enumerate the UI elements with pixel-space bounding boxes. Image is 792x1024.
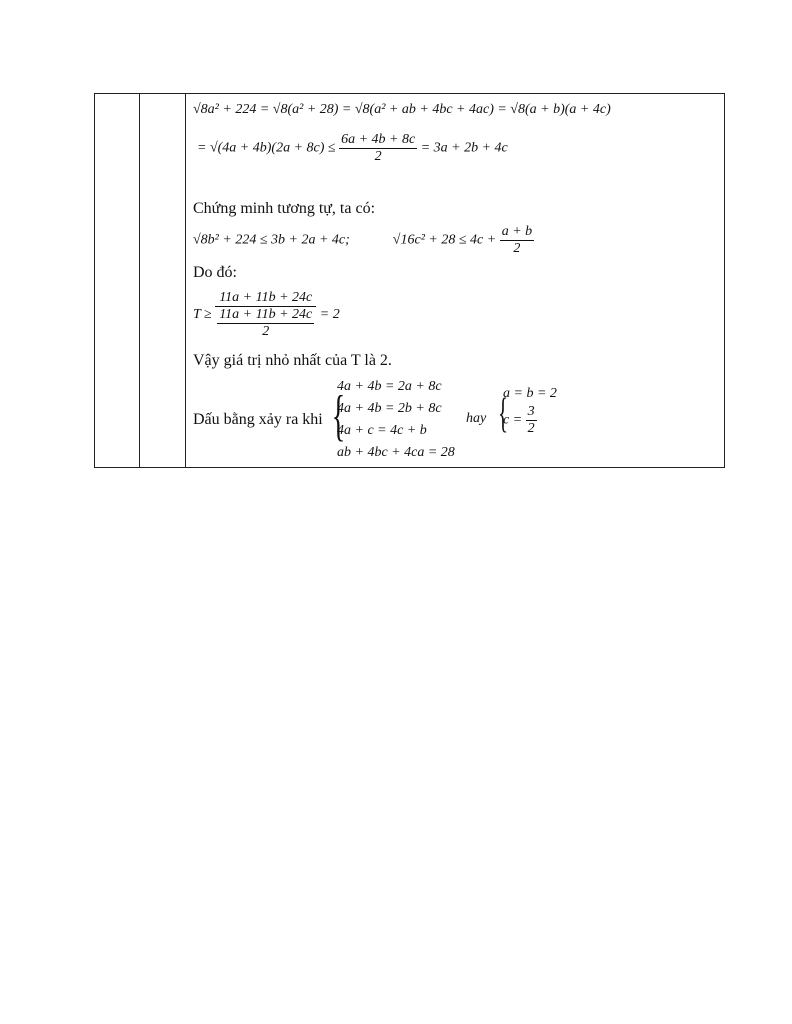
T-inequality	[193, 290, 340, 340]
T-left: T ≥	[193, 307, 212, 323]
equation-system-2	[498, 386, 557, 437]
T-fraction	[215, 290, 316, 340]
eq2-left: = √(4a + 4b)(2a + 8c) ≤	[197, 140, 336, 156]
equation-line-2	[197, 132, 508, 165]
T-numerator: 11a + 11b + 24c	[215, 290, 316, 307]
similar-equation-line	[193, 224, 534, 257]
solution-table	[94, 93, 725, 468]
system1-eq: 4a + 4b = 2b + 8c	[337, 401, 442, 416]
T-right: = 2	[319, 307, 340, 323]
therefore-text: Do đó:	[193, 264, 237, 281]
similar-eq-2-numerator: a + b	[501, 224, 533, 239]
similar-eq-1: √8b² + 224 ≤ 3b + 2a + 4c;	[193, 232, 350, 248]
column-divider	[139, 94, 140, 467]
hay-label: hay	[466, 411, 487, 426]
solution-content	[193, 94, 724, 467]
eq2-fraction-denominator: 2	[374, 149, 382, 164]
eq2-fraction	[339, 132, 417, 165]
eq2-fraction-numerator: 6a + 4b + 8c	[341, 132, 416, 147]
system2-numerator: 3	[527, 404, 535, 419]
T-inner-numerator: 11a + 11b + 24c	[219, 307, 313, 322]
system1-eq: 4a + c = 4c + b	[337, 423, 427, 438]
system2-denominator: 2	[527, 421, 535, 436]
system2-fraction	[526, 404, 537, 437]
similar-text: Chứng minh tương tự, ta có:	[193, 200, 376, 217]
left-brace-icon: {	[331, 385, 346, 447]
column-divider	[185, 94, 186, 467]
eq2-right: = 3a + 2b + 4c	[420, 140, 508, 156]
equation-system-1	[333, 376, 455, 464]
similar-eq-2-denominator: 2	[513, 241, 521, 256]
system1-eq: ab + 4bc + 4ca = 28	[337, 445, 455, 460]
system2-line1: a = b = 2	[503, 386, 557, 401]
minimum-text: Vậy giá trị nhỏ nhất của T là 2.	[193, 352, 392, 369]
equality-text: Dấu bằng xảy ra khi	[193, 411, 323, 428]
system2-c: c =	[503, 412, 523, 428]
left-brace-icon: {	[498, 391, 509, 437]
T-inner-fraction	[215, 307, 316, 340]
similar-eq-2-fraction	[500, 224, 534, 257]
similar-eq-2-left: √16c² + 28 ≤ 4c +	[392, 232, 497, 248]
equation-line-1: √8a² + 224 = √8(a² + 28) = √8(a² + ab + 4bc + 4ac) = √8(a + b)(a + 4c)	[193, 102, 611, 117]
T-inner-denominator: 2	[262, 324, 270, 339]
system2-line2	[503, 404, 557, 437]
system1-eq: 4a + 4b = 2a + 8c	[337, 379, 442, 394]
